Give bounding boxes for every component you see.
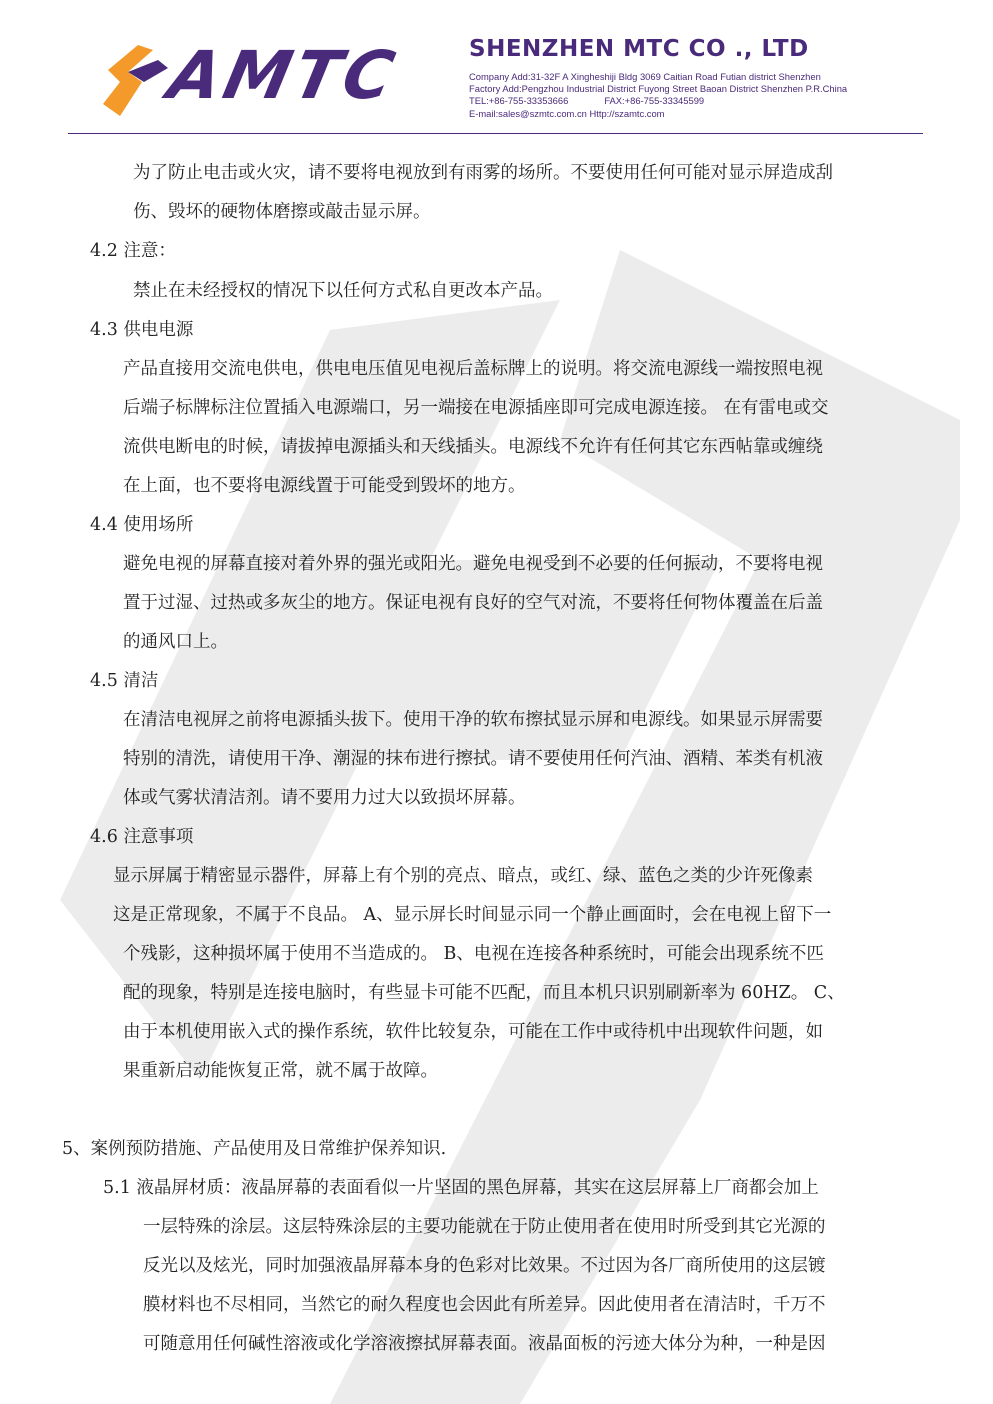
section-5-1-line-5: 可随意用任何碱性溶液或化学溶液擦拭屏幕表面。液晶面板的污迹大体分为种，一种是因: [143, 1334, 826, 1354]
section-4-6-line-4: 配的现象，特别是连接电脑时，有些显卡可能不匹配，而且本机只识别刷新率为 60HZ。 C、: [123, 983, 845, 1003]
section-4-6-heading: 4.6 注意事项: [90, 827, 194, 847]
section-5-1-line-3: 反光以及炫光，同时加强液晶屏幕本身的色彩对比效果。不过因为各厂商所使用的这层镀: [143, 1256, 826, 1276]
section-4-5-heading: 4.5 清洁: [90, 671, 159, 691]
section-4-3-line-1: 产品直接用交流电供电，供电电压值见电视后盖标牌上的说明。将交流电源线一端按照电视: [123, 359, 823, 379]
section-4-4-heading: 4.4 使用场所: [90, 515, 194, 535]
section-4-5-line-3: 体或气雾状清洁剂。请不要用力过大以致损坏屏幕。: [123, 788, 526, 808]
letterhead: [0, 0, 993, 140]
section-4-3-heading: 4.3 供电电源: [90, 320, 194, 340]
section-4-6-line-1: 显示屏属于精密显示器件，屏幕上有个别的亮点、暗点，或红、绿、蓝色之类的少许死像素: [113, 866, 813, 886]
section-4-4-line-2: 置于过湿、过热或多灰尘的地方。保证电视有良好的空气对流，不要将任何物体覆盖在后盖: [123, 593, 823, 613]
factory-address: Factory Add:Pengzhou Industrial District Fuyong Street Baoan District Shenzhen P.R.China: [469, 83, 848, 95]
section-4-2-heading: 4.2 注意：: [90, 241, 176, 261]
section-4-6-line-5: 由于本机使用嵌入式的操作系统，软件比较复杂，可能在工作中或待机中出现软件问题，如: [123, 1022, 823, 1042]
section-4-4-line-3: 的通风口上。: [123, 632, 228, 652]
intro-line-1: 为了防止电击或火灾，请不要将电视放到有雨雾的场所。不要使用任何可能对显示屏造成刮: [133, 163, 833, 183]
section-4-5-line-2: 特别的清洗，请使用干净、潮湿的抹布进行擦拭。请不要使用任何汽油、酒精、苯类有机液: [123, 749, 823, 769]
tel-fax-line: [469, 95, 929, 107]
section-4-4-line-1: 避免电视的屏幕直接对着外界的强光或阳光。避免电视受到不必要的任何振动，不要将电视: [123, 554, 823, 574]
section-4-6-line-2: 这是正常现象，不属于不良品。 A、显示屏长时间显示同一个静止画面时，会在电视上留下一: [113, 905, 832, 925]
section-5-heading: 5、案例预防措施、产品使用及日常维护保养知识.: [62, 1139, 447, 1159]
section-4-2-line-1: 禁止在未经授权的情况下以任何方式私自更改本产品。: [133, 281, 553, 301]
section-4-3-line-3: 流供电断电的时候，请拔掉电源插头和天线插头。电源线不允许有任何其它东西帖靠或缠绕: [123, 437, 823, 457]
telephone: TEL:+86-755-33353666: [469, 95, 569, 107]
section-4-3-line-2: 后端子标牌标注位置插入电源端口，另一端接在电源插座即可完成电源连接。 在有雷电或交: [123, 398, 829, 418]
section-4-5-line-1: 在清洁电视屏之前将电源插头拔下。使用干净的软布擦拭显示屏和电源线。如果显示屏需要: [123, 710, 823, 730]
company-name: SHENZHEN MTC CO ., LTD: [469, 36, 809, 62]
section-4-6-line-3: 个残影，这种损坏属于使用不当造成的。 B、电视在连接各种系统时，可能会出现系统不匹: [123, 944, 824, 964]
section-5-1-line-2: 一层特殊的涂层。这层特殊涂层的主要功能就在于防止使用者在使用时所受到其它光源的: [143, 1217, 826, 1237]
logo-wordmark: AMTC: [161, 37, 405, 114]
contact-info: [469, 71, 929, 120]
header-divider: [68, 133, 923, 134]
section-4-3-line-4: 在上面，也不要将电源线置于可能受到毁坏的地方。: [123, 476, 526, 496]
company-address: Company Add:31-32F A Xingheshiji Bldg 3069 Caitian Road Futian district Shenzhen: [469, 71, 821, 82]
section-5-1-line-4: 膜材料也不尽相同，当然它的耐久程度也会因此有所差异。因此使用者在清洁时，千万不: [143, 1295, 826, 1315]
email-web: E-mail:sales@szmtc.com.cn Http://szamtc.com: [469, 107, 665, 119]
intro-line-2: 伤、毁坏的硬物体磨擦或敲击显示屏。: [133, 202, 431, 222]
section-4-6-line-6: 果重新启动能恢复正常，就不属于故障。: [123, 1061, 438, 1081]
fax: FAX:+86-755-33345599: [604, 95, 705, 107]
section-5-1-line-1: 5.1 液晶屏材质：液晶屏幕的表面看似一片坚固的黑色屏幕，其实在这层屏幕上厂商都会加上: [103, 1178, 819, 1198]
